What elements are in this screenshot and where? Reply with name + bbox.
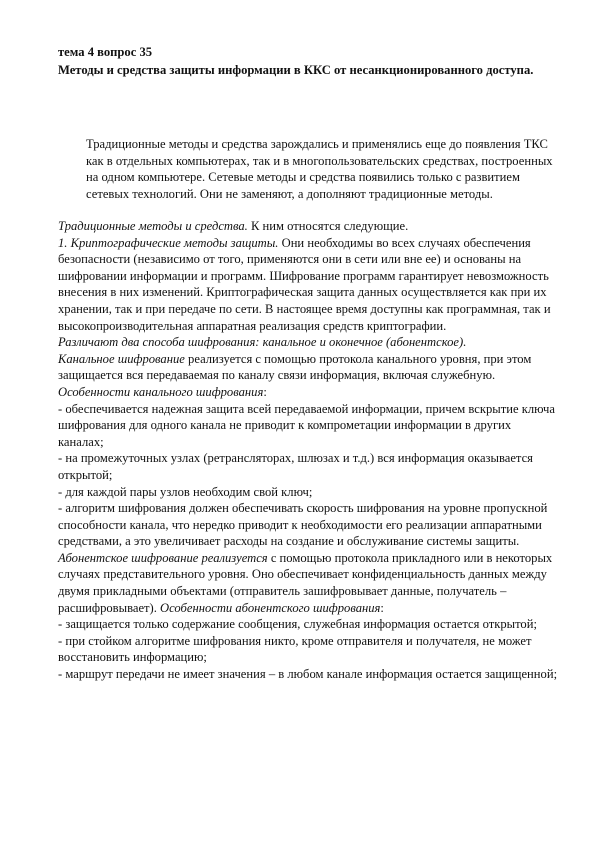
document-header: [58, 44, 548, 79]
list-item: - на промежуточных узлах (ретрансляторах, шлюзах и т.д.) вся информация оказывается открытой;: [58, 451, 533, 482]
paragraph-traditional: [58, 218, 558, 235]
paragraph-heading: Различают два способа шифрования: канальное и оконечное (абонентское).: [58, 335, 467, 350]
paragraph-subheading: Особенности абонентского шифрования: [160, 600, 381, 615]
paragraph-heading: 1. Криптографические методы защиты.: [58, 235, 279, 250]
list-item: - обеспечивается надежная защита всей передаваемой информации, причем вскрытие ключа шифрования для одного канала не приводит к компрометации информации в других каналах;: [58, 401, 555, 449]
topic-line: тема 4 вопрос 35: [58, 45, 153, 59]
paragraph-heading: Канальное шифрование: [58, 351, 185, 366]
paragraph-text: Они необходимы во всех случаях обеспечения безопасности (независимо от того, применяются они в сети или вне ее) и основаны на шифровании информации и программ. Шифрование программ гарантирует невозможность внесения в них изменений. Криптографическая защита данных осуществляется как при их хранении, так и при передаче по сети. В настоящее время доступны как программная, так и высокопроизводительная аппаратная реализация средств криптографии.: [58, 235, 551, 333]
list-item: - защищается только содержание сообщения, служебная информация остается открытой;: [58, 617, 537, 632]
paragraph-text: с помощью протокола прикладного или в некоторых случаях представительного уровня. Оно обеспечивает конфиденциальность данных между двумя прикладными объектами (отправитель зашифровывает данные, получатель – расшифровывает).: [58, 550, 553, 615]
paragraph-crypto: [58, 235, 558, 335]
paragraph-text: :: [263, 384, 267, 399]
paragraph-subscriber-encryption: [58, 550, 558, 616]
paragraph-channel-encryption: [58, 351, 558, 401]
list-item: - алгоритм шифрования должен обеспечивать скорость шифрования на уровне пропускной способности канала, что нередко приводит к необходимости его реализации аппаратными средствами, а это увеличивает расходы на создание и обслуживание системы защиты.: [58, 501, 548, 549]
document-body: [58, 218, 558, 683]
paragraph-heading: Традиционные методы и средства.: [58, 219, 248, 233]
list-item: - маршрут передачи не имеет значения – в любом канале информация остается защищенной;: [58, 667, 558, 682]
paragraph-text: :: [380, 600, 384, 615]
list-item: - для каждой пары узлов необходим свой ключ;: [58, 484, 313, 499]
intro-paragraph: Традиционные методы и средства зарождались и применялись еще до появления ТКС как в отдельных компьютерах, так и в многопользовательских средствах, построенных на одном компьютере. Сетевые методы и средства появились только с развитием сетевых технологий. Они не заменяют, а дополняют традиционные методы.: [86, 137, 553, 201]
intro-block: [86, 136, 558, 202]
paragraph-subheading: Особенности канального шифрования: [58, 384, 264, 399]
document-title: Методы и средства защиты информации в ККС от несанкционированного доступа.: [58, 62, 534, 77]
paragraph-heading: Абонентское шифрование реализуется: [58, 550, 268, 565]
paragraph-encryption-types: [58, 334, 558, 351]
paragraph-text: К ним относятся следующие.: [247, 219, 409, 233]
paragraph-text: реализуется с помощью протокола канального уровня, при этом защищается вся передаваемая по каналу связи информация, включая служебную.: [58, 351, 532, 383]
list-item: - при стойком алгоритме шифрования никто, кроме отправителя и получателя, не может восстановить информацию;: [58, 633, 532, 665]
